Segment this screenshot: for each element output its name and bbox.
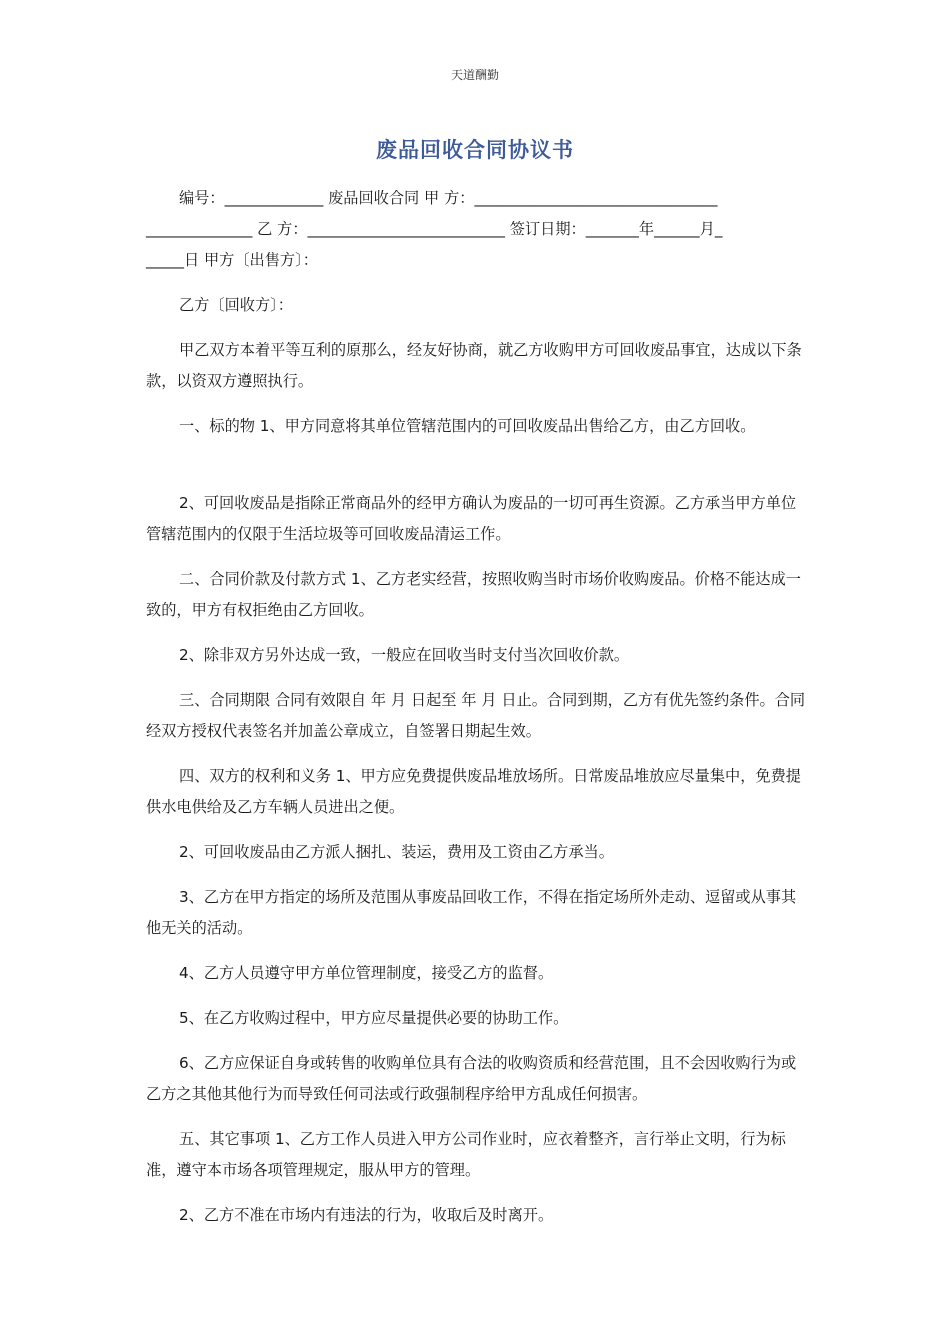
- paragraph: 二、合同价款及付款方式 1、乙方老实经营，按照收购当时市场价收购废品。价格不能达成一致的，甲方有权拒绝由乙方回收。: [146, 570, 801, 619]
- intro-line-1: 编号：_____________ 废品回收合同 甲 方：________________________________: [179, 189, 718, 207]
- paragraph: 2、可回收废品由乙方派人捆扎、装运，费用及工资由乙方承当。: [179, 843, 614, 861]
- paragraph: 五、其它事项 1、乙方工作人员进入甲方公司作业时，应衣着整齐，言行举止文明，行为标准，遵守本市场各项管理规定，服从甲方的管理。: [146, 1130, 786, 1179]
- paragraph: 一、标的物 1、甲方同意将其单位管辖范围内的可回收废品出售给乙方，由乙方回收。: [179, 417, 756, 435]
- paragraph: 4、乙方人员遵守甲方单位管理制度，接受乙方的监督。: [179, 964, 554, 982]
- paragraph: 四、双方的权利和义务 1、甲方应免费提供废品堆放场所。日常废品堆放应尽量集中，免费提供水电供给及乙方车辆人员进出之便。: [146, 767, 801, 816]
- paragraph: 甲乙双方本着平等互利的原那么，经友好协商，就乙方收购甲方可回收废品事宜，达成以下条款，以资双方遵照执行。: [146, 341, 802, 390]
- paragraph: 乙方〔回收方〕：: [179, 296, 293, 314]
- paragraph: 三、合同期限 合同有效限自 年 月 日起至 年 月 日止。合同到期，乙方有优先签约条件。合同经双方授权代表签名并加盖公章成立，自签署日期起生效。: [146, 691, 806, 740]
- paragraph: 3、乙方在甲方指定的场所及范围从事废品回收工作，不得在指定场所外走动、逗留或从事其他无关的活动。: [146, 888, 797, 937]
- intro-line-2: ______________ 乙 方：__________________________ 签订日期：_______年______月_: [146, 220, 723, 238]
- paragraph: 6、乙方应保证自身或转售的收购单位具有合法的收购资质和经营范围，且不会因收购行为或乙方之其他其他行为而导致任何司法或行政强制程序给甲方乱成任何损害。: [146, 1054, 797, 1103]
- paragraph: 2、乙方不准在市场内有违法的行为，收取后及时离开。: [179, 1206, 554, 1224]
- document-body: [146, 183, 808, 1231]
- paragraph: 2、可回收废品是指除正常商品外的经甲方确认为废品的一切可再生资源。乙方承当甲方单位管辖范围内的仅限于生活垃圾等可回收废品清运工作。: [146, 494, 797, 543]
- document-title: 废品回收合同协议书: [376, 138, 574, 162]
- intro-line-3: _____日 甲方〔出售方〕：: [146, 251, 318, 269]
- paragraph: 5、在乙方收购过程中，甲方应尽量提供必要的协助工作。: [179, 1009, 569, 1027]
- page-header: 天道酬勤: [450, 68, 499, 82]
- paragraph: 2、除非双方另外达成一致，一般应在回收当时支付当次回收价款。: [179, 646, 630, 664]
